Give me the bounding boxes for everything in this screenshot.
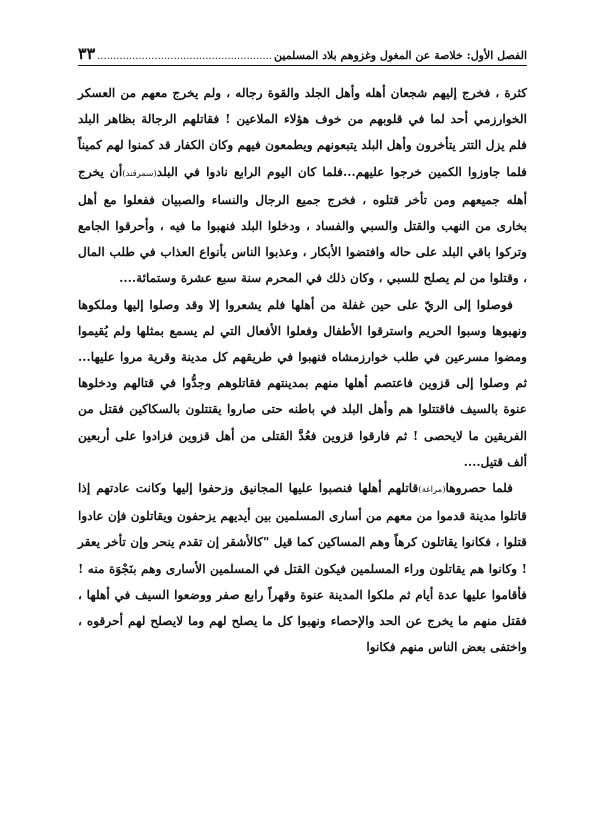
body-text — [78, 80, 527, 660]
page-number: ٣٣ — [78, 44, 96, 63]
running-header — [78, 44, 527, 66]
paragraph-1 — [78, 80, 527, 292]
paragraph-1-text-b: أن يخرج أهله جميعهم ومن تأخر قتلوه ، فخرج جميع الرجال والنساء والصبيان ففعلوا مع أهل بخارى من النهب والقتل والسبي والفساد ، ودخلوا البلد فنهبوا ما فيه ، وأحرقوا الجامع وتركوا باقي البلد على حاله وافتضوا الأبكار ، وعذبوا الناس بأنواع العذاب في طلب المال ، وقتلوا من لم يصلح للسبي ، وكان ذلك في المحرم سنة سبع عشرة وستمائة.... — [78, 164, 527, 286]
paragraph-1-text-a: كثرة ، فخرج إليهم شجعان أهله وأهل الجلد والقوة رجاله ، ولم يخرج معهم من العسكر الخوارزمي أحد لما في قلوبهم من خوف هؤلاء الملاعين ! فقاتلهم الرجالة بظاهر البلد فلم يزل التتر يتأخرون وأهل البلد يتبعونهم ويطمعون فيهم وكان الكفار قد كمنوا لهم كميناً فلما جاوزوا الكمين خرجوا عليهم...فلما كان اليوم الرابع نادوا في البلد — [78, 86, 527, 179]
chapter-title: الفصل الأول: خلاصة عن المغول وغزوهم بلاد المسلمين — [274, 49, 527, 62]
gloss-samarkand: (سمرقند) — [122, 168, 157, 179]
paragraph-3-text-a: فلما حصروها — [445, 481, 513, 496]
leader-dots — [97, 51, 272, 62]
gloss-maragha: (مراغة) — [418, 485, 446, 496]
book-page — [78, 44, 527, 660]
paragraph-3 — [78, 475, 527, 660]
paragraph-2: فوصلوا إلى الريّ على حين غفلة من أهلها فلم يشعروا إلا وقد وصلوا إليها وملكوها ونهبوها وسبوا الحريم واسترقوا الأطفال وفعلوا الأفعال التي لم يسمع بمثلها ولم يُقيموا ومضوا مسرعين في طلب خوارزمشاه فنهبوا في طريقهم كل مدينة وقرية مروا عليها... ثم وصلوا إلى قزوين فاعتصم أهلها منهم بمدينتهم فقاتلوهم وجدُّوا في قتالهم ودخلوها عنوة بالسيف فاقتتلوا هم وأهل البلد في باطنه حتى صاروا يقتتلون بالسكاكين فقتل من الفريقين ما لايحصى ! ثم فارقوا قزوين فعُدَّ القتلى من أهل قزوين فزادوا على أربعين ألف قتيل.... — [78, 297, 527, 469]
paragraph-3-text-b: قاتلهم أهلها فنصبوا عليها المجانيق وزحفوا إليها وكانت عادتهم إذا قاتلوا مدينة قدموا من معهم من أسارى المسلمين بين أيديهم يزحفون ويقاتلون فإن عادوا قتلوا ، فكانوا يقاتلون كرهاً وهم المساكين كما قيل "كالأشقر إن تقدم ينحر وإن تأخر يعقر ! وكانوا هم يقاتلون وراء المسلمين فيكون القتل في المسلمين الأسارى وهم بنَجْوَة منه ! فأقاموا عليها عدة أيام ثم ملكوا المدينة عنوة وقهراً رابع صفر ووضعوا السيف في أهلها ، فقتل منهم ما يخرج عن الحد والإحصاء ونهبوا كل ما يصلح لهم وما لايصلح لهم أحرقوه ، واختفى بعض الناس منهم فكانوا — [78, 481, 527, 655]
